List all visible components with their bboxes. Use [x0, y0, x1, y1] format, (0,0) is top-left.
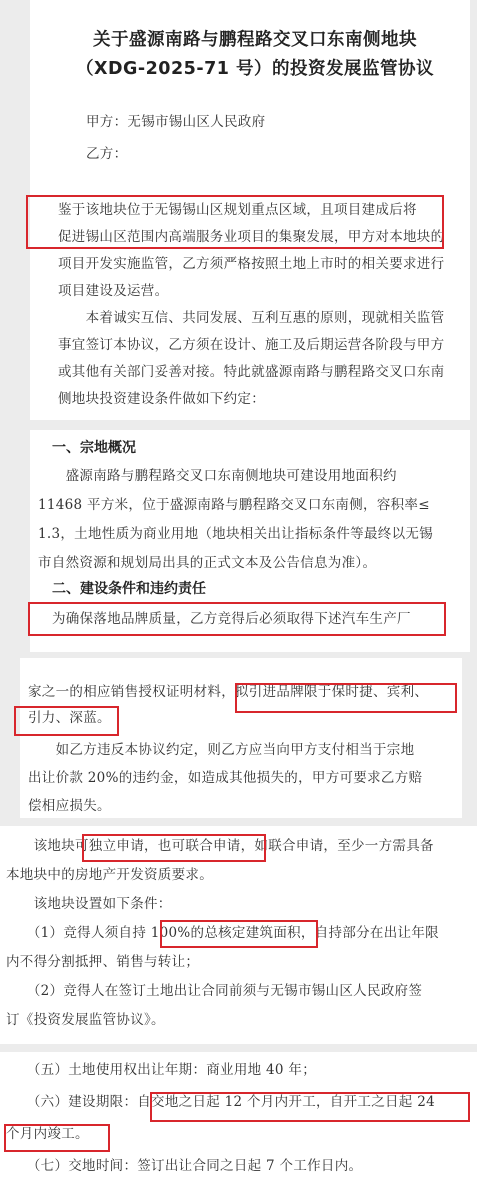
section1-heading: 一、宗地概况: [52, 440, 136, 456]
paragraph-line: 个月内竣工。: [6, 1126, 89, 1142]
document-title-line2: （XDG-2025-71 号）的投资发展监管协议: [75, 59, 435, 79]
section4-body: [6, 1058, 471, 1178]
paragraph-line: （六）建设期限：自交地之日起 12 个月内开工，自开工之日起 24: [6, 1094, 435, 1110]
penalty-line1: 如乙方违反本协议约定，则乙方应当向甲方支付相当于宗地: [28, 742, 415, 758]
section1-body: [38, 464, 456, 575]
paragraph-line: 鉴于该地块位于无锡锡山区规划重点区域，且项目建成后将: [58, 202, 417, 218]
paragraph-line: 11468 平方米，位于盛源南路与鹏程路交叉口东南侧，容积率≤: [38, 497, 430, 513]
section-land-overview-panel: [30, 430, 470, 652]
paragraph-line: 或其他有关部门妥善对接。特此就盛源南路与鹏程路交叉口东南: [58, 364, 445, 380]
brand-list-line2: 引力、深蓝。: [28, 710, 111, 726]
paragraph-line: （七）交地时间：签订出让合同之日起 7 个工作日内。: [6, 1158, 363, 1174]
penalty-line2: 出让价款 20%的违约金，如造成其他损失的，甲方可要求乙方赔: [28, 770, 423, 786]
brand-list-line: 家之一的相应销售授权证明材料，拟引进品牌限于保时捷、宾利、: [28, 684, 429, 700]
paragraph-line: 事宜签订本协议，乙方须在设计、施工及后期运营各阶段与甲方: [58, 337, 445, 353]
paragraph-line: 侧地块投资建设条件做如下约定：: [58, 391, 265, 407]
paragraph-line: （五）土地使用权出让年期：商业用地 40 年；: [6, 1062, 317, 1078]
paragraph-line: （2）竞得人在签订土地出让合同前须与无锡市锡山区人民政府签: [6, 983, 423, 999]
paragraph-line: 订《投资发展监管协议》。: [6, 1012, 165, 1028]
brand-requirement-line: 为确保落地品牌质量，乙方竞得后必须取得下述汽车生产厂: [52, 611, 411, 627]
party-a: 甲方：无锡市锡山区人民政府: [86, 114, 266, 130]
agreement-header-panel: [30, 0, 470, 420]
section3-body: [6, 834, 471, 1032]
paragraph-line: 市自然资源和规划局出具的正式文本及公告信息为准）。: [38, 555, 377, 571]
penalty-line3: 偿相应损失。: [28, 798, 111, 814]
paragraph-line: 该地块可独立申请，也可联合申请，如联合申请，至少一方需具备: [6, 838, 434, 854]
paragraph-line: 该地块设置如下条件：: [6, 896, 172, 912]
paragraph-line: 本着诚实互信、共同发展、互利互惠的原则，现就相关监管: [58, 310, 445, 326]
paragraph-line: 项目建设及运营。: [58, 283, 169, 299]
section-application-panel: [0, 826, 477, 1044]
paragraph-line: 盛源南路与鹏程路交叉口东南侧地块可建设用地面积约: [38, 468, 397, 484]
paragraph-line: 促进锡山区范围内高端服务业项目的集聚发展，甲方对本地块的: [58, 229, 445, 245]
intro-paragraphs: [58, 198, 452, 411]
party-b: 乙方：: [86, 146, 128, 162]
paragraph-line: 本地块中的房地产开发资质要求。: [6, 867, 213, 883]
paragraph-line: （1）竞得人须自持 100%的总核定建筑面积，自持部分在出让年限: [6, 925, 439, 941]
paragraph-line: 项目开发实施监管，乙方须严格按照土地上市时的相关要求进行: [58, 256, 445, 272]
paragraph-line: 内不得分割抵押、销售与转让；: [6, 954, 200, 970]
section-brand-panel: [20, 658, 462, 818]
document-title-line1: 关于盛源南路与鹏程路交叉口东南侧地块: [93, 30, 417, 50]
section-terms-panel: [0, 1052, 477, 1200]
section2-heading: 二、建设条件和违约责任: [52, 581, 206, 597]
paragraph-line: 1.3，土地性质为商业用地（地块相关出让指标条件等最终以无锡: [38, 526, 433, 542]
